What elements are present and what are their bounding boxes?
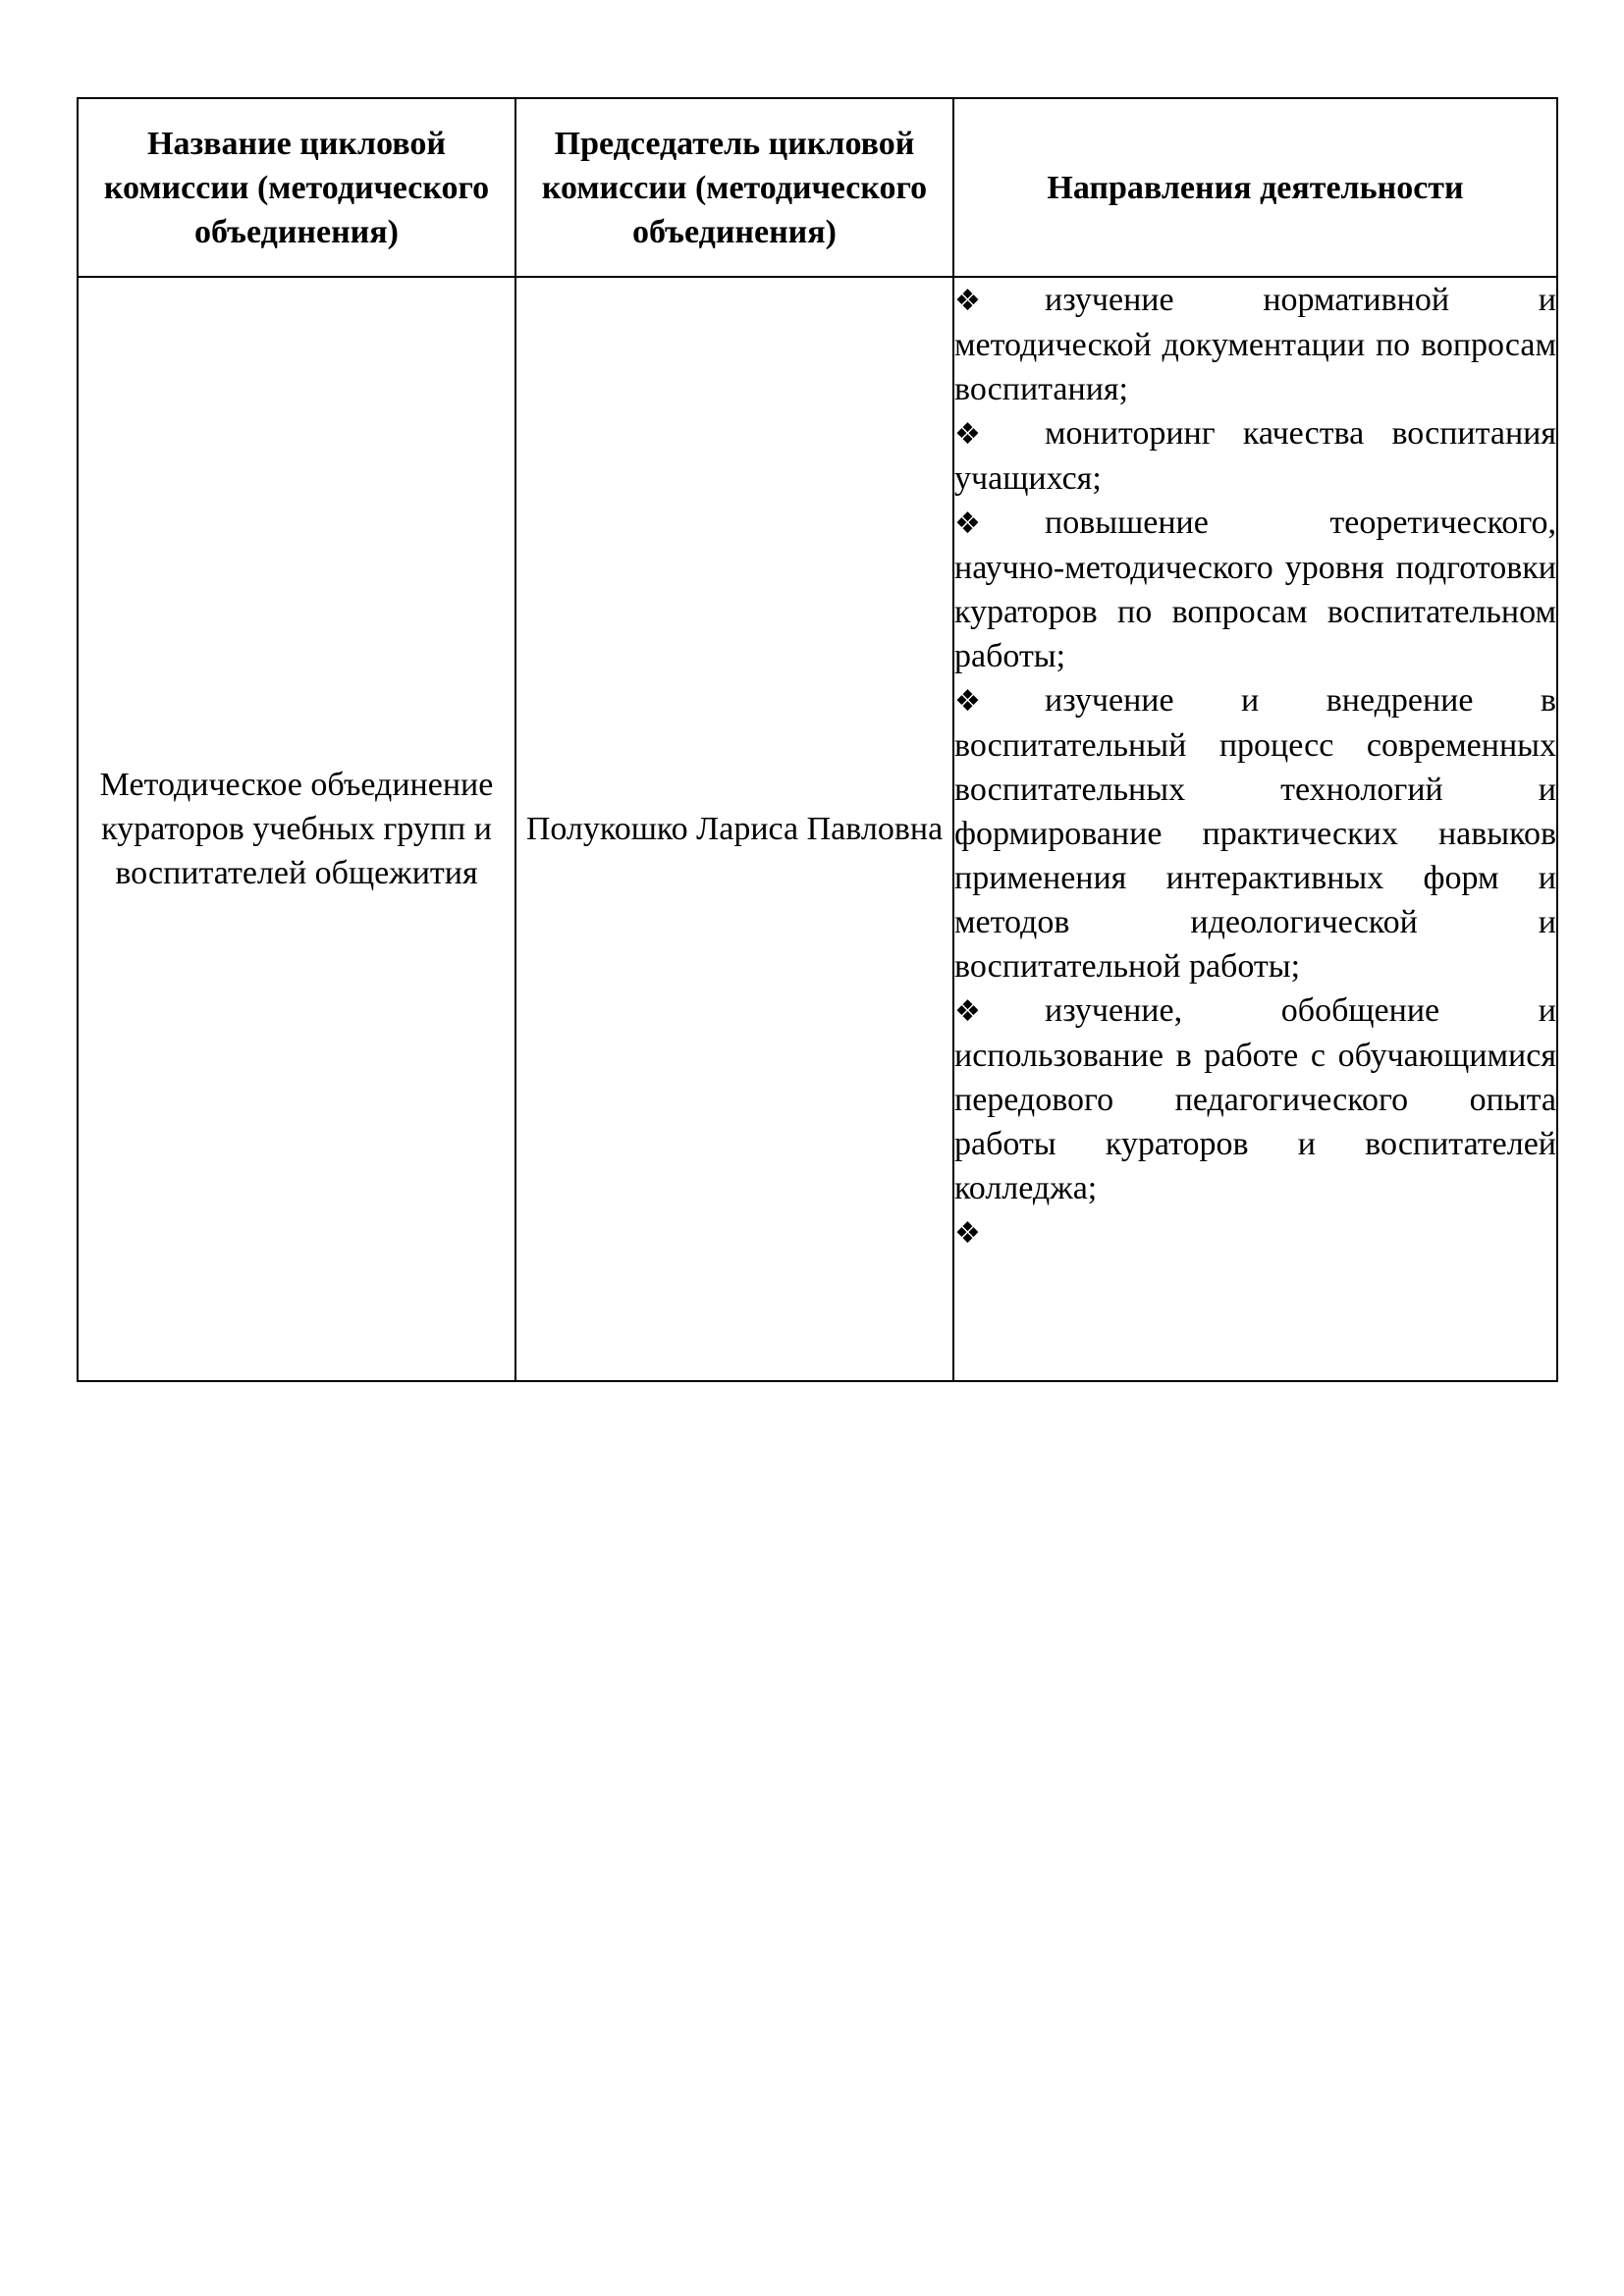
- diamond-bullet-icon: ❖: [954, 507, 981, 541]
- commission-chair-cell: Полукошко Лариса Павловна: [515, 277, 953, 1381]
- diamond-bullet-icon: ❖: [954, 417, 981, 452]
- direction-item: [954, 678, 1556, 988]
- activity-directions-cell: [953, 277, 1557, 1381]
- direction-item: [954, 988, 1556, 1210]
- table-row: [78, 277, 1557, 1381]
- header-activity-directions: Направления деятельности: [953, 98, 1557, 277]
- direction-item: [954, 501, 1556, 678]
- direction-text: мониторинг качества воспитания учащихся;: [954, 415, 1556, 497]
- direction-text: изучение нормативной и методической документации по вопросам воспитания;: [954, 282, 1556, 407]
- header-commission-chair: Председатель цикловой комиссии (методического объединения): [515, 98, 953, 277]
- diamond-bullet-icon: ❖: [954, 994, 981, 1029]
- direction-text: изучение и внедрение в воспитательный процесс современных воспитательных технологий и формирование практических навыков применения интерактивных форм и методов идеологической и воспитательной работы;: [954, 682, 1556, 985]
- direction-item: [954, 411, 1556, 501]
- table-header-row: [78, 98, 1557, 277]
- commissions-table: [77, 97, 1558, 1382]
- direction-item: [954, 278, 1556, 411]
- commission-name-cell: Методическое объединение кураторов учебных групп и воспитателей общежития: [78, 277, 515, 1381]
- direction-text: повышение теоретического, научно-методического уровня подготовки кураторов по вопросам воспитательном работы;: [954, 505, 1556, 674]
- diamond-bullet-icon: ❖: [954, 1216, 981, 1251]
- direction-item-empty: [954, 1210, 1556, 1255]
- header-commission-name: Название цикловой комиссии (методического объединения): [78, 98, 515, 277]
- direction-text: изучение, обобщение и использование в работе с обучающимися передового педагогического опыта работы кураторов и воспитателей колледжа;: [954, 992, 1556, 1206]
- diamond-bullet-icon: ❖: [954, 684, 981, 719]
- diamond-bullet-icon: ❖: [954, 284, 981, 318]
